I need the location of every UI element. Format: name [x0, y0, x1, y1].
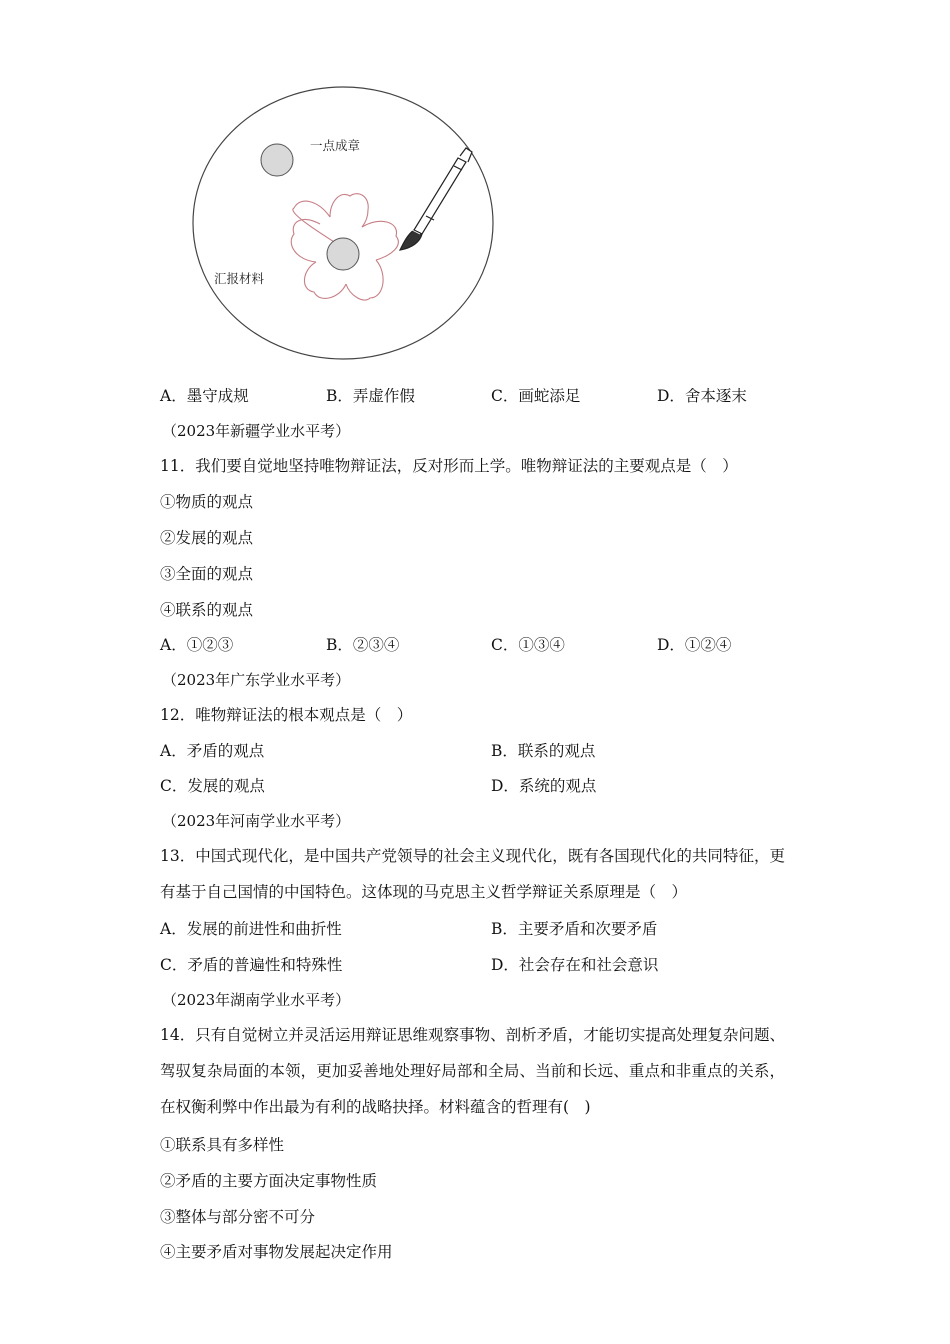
option-b[interactable]: B．主要矛盾和次要矛盾 [491, 920, 658, 938]
grey-dot-top [261, 144, 293, 176]
label-yidianchengzhang: 一点成章 [310, 138, 361, 153]
option-c[interactable]: C．①③④ [491, 636, 565, 654]
option-b[interactable]: B．联系的观点 [491, 742, 596, 760]
option-d[interactable]: D．舍本逐末 [657, 387, 747, 405]
option-b[interactable]: B．②③④ [326, 636, 400, 654]
statement-item: ①物质的观点 [160, 493, 254, 511]
option-b[interactable]: B．弄虚作假 [326, 387, 415, 405]
brush-icon [400, 148, 472, 250]
option-a[interactable]: A．①②③ [160, 636, 234, 654]
statement-item: ④联系的观点 [160, 601, 254, 619]
question-stem: 14．只有自觉树立并灵活运用辩证思维观察事物、剖析矛盾，才能切实提高处理复杂问题、驾驭复杂局面的本领，更加妥善地处理好局部和全局、当前和长远、重点和非重点的关系，在权衡利弊中作出最为有利的战略抉择。材料蕴含的哲理有( ) [160, 1026, 785, 1116]
question-figure [190, 84, 496, 362]
option-a[interactable]: A．发展的前进性和曲折性 [160, 920, 342, 938]
option-a[interactable]: A．矛盾的观点 [160, 742, 265, 760]
option-d[interactable]: D．社会存在和社会意识 [491, 956, 659, 974]
option-a[interactable]: A．墨守成规 [160, 387, 249, 405]
statement-item: ②矛盾的主要方面决定事物性质 [160, 1172, 378, 1190]
statement-item: ③整体与部分密不可分 [160, 1208, 316, 1226]
statement-item: ①联系具有多样性 [160, 1136, 285, 1154]
option-c[interactable]: C．矛盾的普遍性和特殊性 [160, 956, 343, 974]
source-note: （2023年新疆学业水平考） [162, 422, 351, 440]
statement-item: ④主要矛盾对事物发展起决定作用 [160, 1243, 393, 1261]
option-d[interactable]: D．①②④ [657, 636, 732, 654]
question-stem: 13．中国式现代化，是中国共产党领导的社会主义现代化，既有各国现代化的共同特征，更有基于自己国情的中国特色。这体现的马克思主义哲学辩证关系原理是（ ） [160, 847, 785, 901]
statement-item: ③全面的观点 [160, 565, 254, 583]
question-stem: 11．我们要自觉地坚持唯物辩证法，反对形而上学。唯物辩证法的主要观点是（ ） [160, 457, 738, 475]
source-note: （2023年湖南学业水平考） [162, 991, 351, 1009]
option-c[interactable]: C．发展的观点 [160, 777, 265, 795]
option-c[interactable]: C．画蛇添足 [491, 387, 581, 405]
question-stem: 12．唯物辩证法的根本观点是（ ） [160, 706, 413, 724]
option-d[interactable]: D．系统的观点 [491, 777, 597, 795]
outer-circle [193, 87, 493, 359]
label-huibaocailiao: 汇报材料 [214, 271, 265, 286]
grey-dot-center [327, 238, 359, 270]
statement-item: ②发展的观点 [160, 529, 254, 547]
source-note: （2023年河南学业水平考） [162, 812, 351, 830]
source-note: （2023年广东学业水平考） [162, 671, 351, 689]
